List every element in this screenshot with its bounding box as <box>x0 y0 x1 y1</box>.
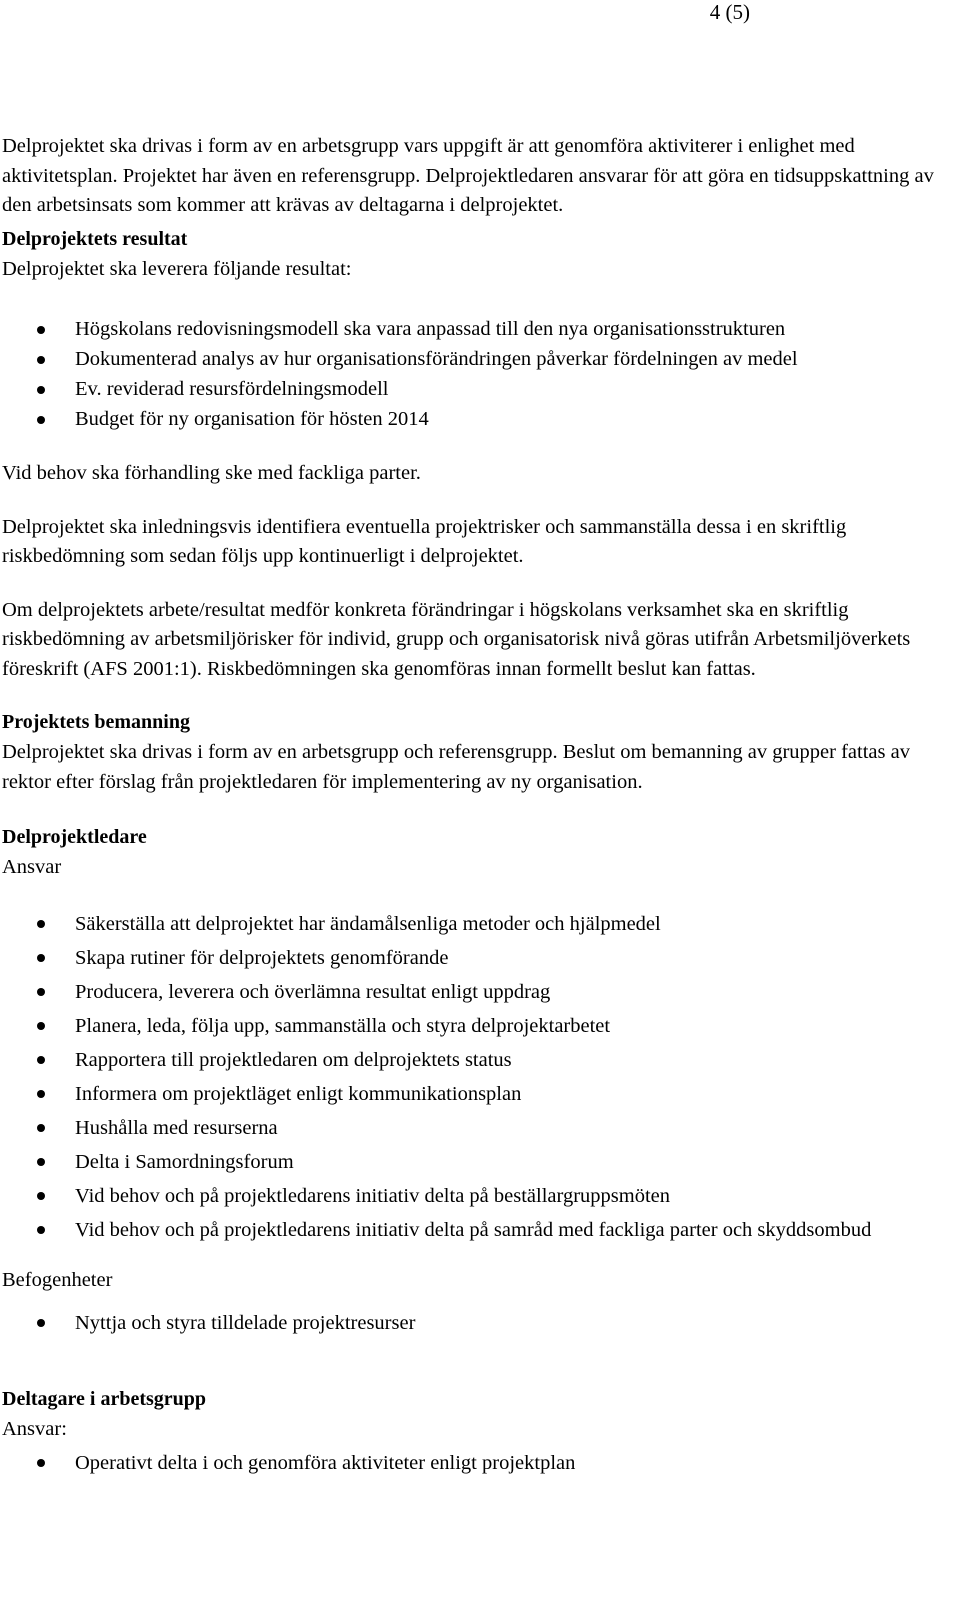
bullet-icon <box>37 1022 45 1030</box>
bullet-icon <box>37 1056 45 1064</box>
list-item: Delta i Samordningsforum <box>2 1146 958 1179</box>
participants-responsibility-list <box>2 1447 958 1479</box>
bullet-icon <box>37 1319 45 1327</box>
bullet-icon <box>37 1124 45 1132</box>
results-list <box>2 314 958 434</box>
participants-responsibility-label: Ansvar: <box>2 1418 67 1441</box>
bullet-icon <box>37 416 45 424</box>
list-item: Nyttja och styra tilldelade projektresurser <box>2 1307 958 1339</box>
document-body <box>2 132 958 1479</box>
risk-paragraph: Delprojektet ska inledningsvis identifiera eventuella projektrisker och sammanställa dessa i en skriftlig riskbedömning som sedan följs upp kontinuerligt i delprojektet. <box>2 515 847 567</box>
results-heading: Delprojektets resultat <box>2 227 188 250</box>
leader-authority-label: Befogenheter <box>2 1268 113 1291</box>
list-item: Planera, leda, följa upp, sammanställa och styra delprojektarbetet <box>2 1010 958 1043</box>
bullet-icon <box>37 954 45 962</box>
bullet-icon <box>37 326 45 334</box>
leader-heading: Delprojektledare <box>2 826 147 848</box>
list-item: Ev. reviderad resursfördelningsmodell <box>2 374 958 404</box>
bullet-icon <box>37 1226 45 1234</box>
bullet-icon <box>37 1192 45 1200</box>
list-item: Säkerställa att delprojektet har ändamålsenliga metoder och hjälpmedel <box>2 908 958 941</box>
bullet-icon <box>37 1090 45 1098</box>
work-environment-paragraph: Om delprojektets arbete/resultat medför konkreta förändringar i högskolans verksamhet ska en skriftlig riskbedömning av arbetsmiljörisker för individ, grupp och organisatorisk nivå göras utifrån Arbetsmiljöverkets föreskrift (AFS 2001:1). Riskbedömningen ska genomföras innan formellt beslut kan fattas. <box>2 598 911 680</box>
list-item: Operativt delta i och genomföra aktiviteter enligt projektplan <box>2 1447 958 1479</box>
list-item: Informera om projektläget enligt kommunikationsplan <box>2 1078 958 1111</box>
bullet-icon <box>37 1459 45 1467</box>
list-item: Vid behov och på projektledarens initiativ delta på samråd med fackliga parter och skyddsombud <box>2 1214 958 1247</box>
staffing-paragraph: Delprojektet ska drivas i form av en arbetsgrupp och referensgrupp. Beslut om bemanning av grupper fattas av rektor efter förslag från projektledaren för implementering av ny organisation. <box>2 741 910 793</box>
page-number: 4 (5) <box>709 0 750 24</box>
list-item: Dokumenterad analys av hur organisationsförändringen påverkar fördelningen av medel <box>2 344 958 374</box>
results-lead: Delprojektet ska leverera följande resultat: <box>2 257 352 280</box>
list-item: Skapa rutiner för delprojektets genomförande <box>2 942 958 975</box>
leader-authority-list <box>2 1307 958 1339</box>
participants-heading: Deltagare i arbetsgrupp <box>2 1388 207 1411</box>
leader-responsibility-label: Ansvar <box>2 856 62 878</box>
bullet-icon <box>37 386 45 394</box>
list-item: Högskolans redovisningsmodell ska vara anpassad till den nya organisationsstrukturen <box>2 314 958 344</box>
list-item: Vid behov och på projektledarens initiativ delta på beställargruppsmöten <box>2 1180 958 1213</box>
bullet-icon <box>37 920 45 928</box>
list-item: Hushålla med resurserna <box>2 1112 958 1145</box>
list-item: Rapportera till projektledaren om delprojektets status <box>2 1044 958 1077</box>
list-item: Producera, leverera och överlämna resultat enligt uppdrag <box>2 976 958 1009</box>
bullet-icon <box>37 988 45 996</box>
staffing-heading: Projektets bemanning <box>2 711 190 733</box>
list-item: Budget för ny organisation för hösten 2014 <box>2 404 958 434</box>
bullet-icon <box>37 1158 45 1166</box>
bullet-icon <box>37 356 45 364</box>
leader-responsibility-list <box>2 908 958 1247</box>
negotiation-paragraph: Vid behov ska förhandling ske med fackliga parter. <box>2 462 421 484</box>
intro-paragraph: Delprojektet ska drivas i form av en arbetsgrupp vars uppgift är att genomföra aktiviterer i enlighet med aktivitetsplan. Projektet har även en referensgrupp. Delprojektledaren ansvarar för att göra en tidsuppskattning av den arbetsinsats som kommer att krävas av deltagarna i delprojektet. <box>2 135 934 216</box>
